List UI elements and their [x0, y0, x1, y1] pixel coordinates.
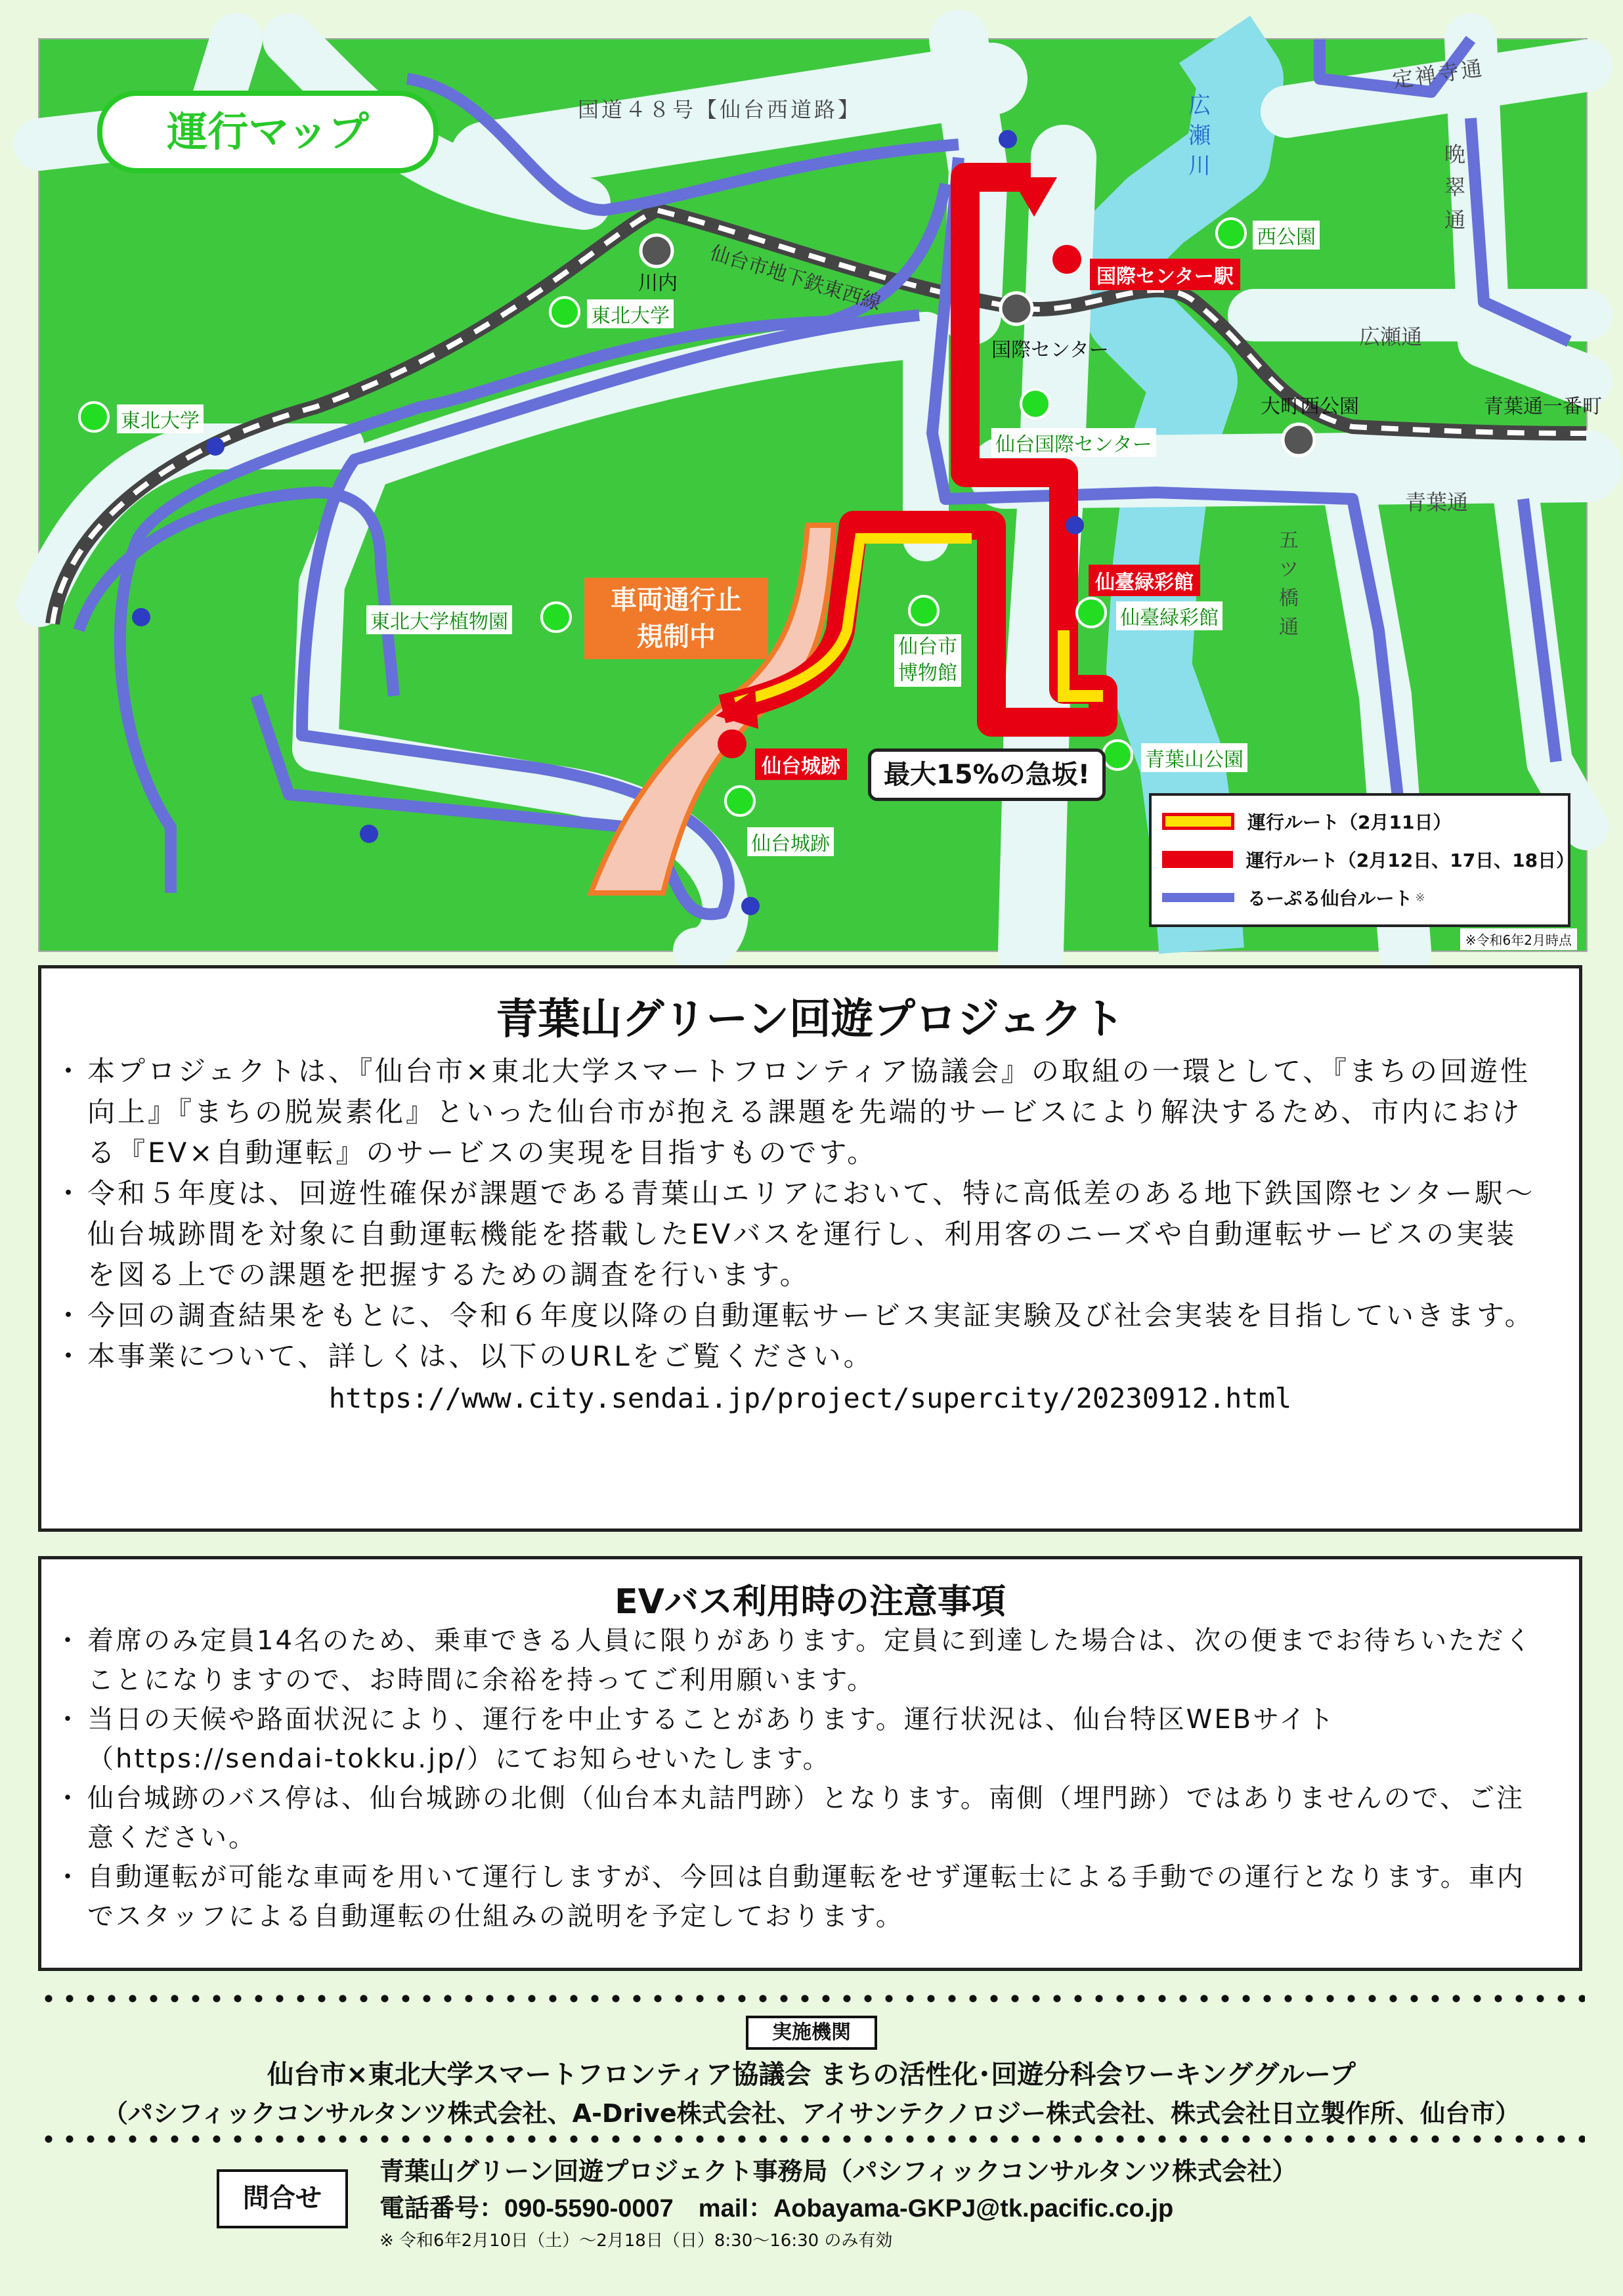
- place-label-nishi-park: 西公園: [1253, 221, 1320, 249]
- place-label-intl-center: 仙台国際センター: [991, 428, 1156, 457]
- place-label-tohoku-univ-1: 東北大学: [587, 299, 674, 328]
- closure-callout: [584, 578, 768, 659]
- project-list: [41, 1051, 1579, 1377]
- road-label-gotsubashi: 五ツ橋通: [1279, 529, 1299, 639]
- project-item-2: ・ 令和５年度は、回遊性確保が課題である青葉山エリアにおいて、特に高低差のある地下鉄国際センター駅～仙台城跡間を対象に自動運転機能を搭載したEVバスを運行し、利用客のニーズや自動運転サービスの実装を図る上での課題を把握するための調査を行います。: [87, 1173, 1540, 1295]
- road-aoba: [1005, 466, 1586, 473]
- closure-line-2: 規制中: [637, 622, 716, 652]
- road-label-48: 国道４８号【仙台西道路】: [578, 97, 862, 122]
- station-label-kawauchi: 川内: [638, 272, 678, 295]
- contact-period: ※ 令和6年2月10日（土）～2月18日（日）8:30～16:30 のみ有効: [379, 2231, 893, 2251]
- place-label-ryokusai: 仙臺緑彩館: [1116, 601, 1223, 630]
- contact-office: 青葉山グリーン回遊プロジェクト事務局（パシフィックコンサルタンツ株式会社）: [379, 2157, 1297, 2186]
- stop-label-kokusai-station: 国際センター駅: [1090, 259, 1240, 290]
- place-label-castle: 仙台城跡: [747, 827, 834, 856]
- stop-label-ryokusai: 仙臺緑彩館: [1089, 565, 1200, 596]
- place-label-museum-2: 博物館: [898, 662, 957, 685]
- legend-loople-mark: ※: [1415, 890, 1425, 905]
- project-url[interactable]: https://www.city.sendai.jp/project/supercity/20230912.html: [328, 1382, 1292, 1414]
- route-map: [38, 38, 1602, 952]
- stop-label-castle: 仙台城跡: [755, 748, 847, 780]
- notes-section: [38, 1556, 1582, 1971]
- river-label: 広瀬川: [1188, 93, 1211, 179]
- closure-line-1: 車両通行止: [611, 585, 742, 615]
- legend-item-yellow: [1162, 802, 1568, 840]
- legend-label-red: 運行ルート（2月12日、17日、18日）: [1245, 850, 1575, 871]
- project-title: 青葉山グリーン回遊プロジェクト: [496, 995, 1125, 1044]
- legend-item-red: [1162, 840, 1575, 878]
- place-label-tohoku-univ-2: 東北大学: [117, 404, 204, 433]
- place-label-museum-1: 仙台市: [898, 636, 957, 659]
- divider-dots-1: [38, 1995, 1585, 2003]
- map-legend: [1149, 793, 1575, 927]
- org-label: 実施機関: [746, 2016, 877, 2050]
- contact-phone[interactable]: 電話番号：090-5590-0007 mail：Aobayama-GKPJ@tk.pacific.co.jp: [379, 2195, 1174, 2222]
- notes-title: EVバス利用時の注意事項: [615, 1582, 1006, 1622]
- project-section: [38, 965, 1582, 1532]
- note-item-1: ・ 着席のみ定員14名のため、乗車できる人員に限りがあります。定員に到達した場合は、次の便までお待ちいただくことになりますので、お時間に余裕を持ってご利用願います。: [87, 1621, 1540, 1700]
- legend-swatch-yellow: [1162, 813, 1234, 830]
- road-label-aoba-ichibancho: 青葉通一番町: [1484, 395, 1602, 418]
- place-label-aobayama-park: 青葉山公園: [1141, 743, 1247, 772]
- legend-item-loople: [1162, 878, 1568, 917]
- slope-callout: 最大15%の急坂!: [868, 748, 1106, 801]
- road-label-aoba: 青葉通: [1405, 490, 1469, 515]
- divider-dots-2: [38, 2135, 1585, 2143]
- project-item-3: ・ 今回の調査結果をもとに、令和６年度以降の自動運転サービス実証実験及び社会実装を目指していきます。: [87, 1295, 1540, 1336]
- footer-band: [0, 2259, 1623, 2296]
- notes-list: [41, 1621, 1579, 1936]
- place-label-museum: [894, 634, 961, 687]
- legend-asof: ※令和6年2月時点: [1460, 928, 1577, 950]
- road-label-bansui: 晩翠通: [1444, 142, 1466, 232]
- legend-label-loople: るーぷる仙台ルート: [1247, 888, 1413, 909]
- place-label-botanical: 東北大学植物園: [366, 605, 512, 634]
- project-item-4: ・ 本事業について、詳しくは、以下のURLをご覧ください。: [87, 1336, 1540, 1377]
- legend-swatch-loople: [1162, 893, 1234, 902]
- project-item-1: ・ 本プロジェクトは、『仙台市×東北大学スマートフロンティア協議会』の取組の一環として、『まちの回遊性向上』『まちの脱炭素化』といった仙台市が抱える課題を先端的サービスにより解決するため、市内における『EV×自動運転』のサービスの実現を目指すものです。: [87, 1051, 1540, 1173]
- note-item-3: ・ 仙台城跡のバス停は、仙台城跡の北側（仙台本丸詰門跡）となります。南側（埋門跡）ではありませんので、ご注意ください。: [87, 1779, 1540, 1857]
- org-members: （パシフィックコンサルタンツ株式会社、A-Drive株式会社、アイサンテクノロジー株式会社、株式会社日立製作所、仙台市）: [102, 2099, 1521, 2128]
- org-name: 仙台市×東北大学スマートフロンティア協議会 まちの活性化･回遊分科会ワーキンググループ: [267, 2060, 1356, 2090]
- station-label-omachi: 大町西公園: [1261, 395, 1359, 418]
- subway-label: 仙台市地下鉄東西線: [707, 241, 884, 316]
- road-label-teizenji: 定禅寺通: [1391, 55, 1486, 93]
- note-item-2: ・ 当日の天候や路面状況により、運行を中止することがあります。運行状況は、仙台特区WEBサイト（https://sendai-tokku.jp/）にてお知らせいたします。: [87, 1700, 1540, 1779]
- road-label-hirose: 広瀬通: [1359, 324, 1423, 349]
- note-item-4: ・ 自動運転が可能な車両を用いて運行しますが、今回は自動運転をせず運転士による手動での運行となります。車内でスタッフによる自動運転の仕組みの説明を予定しております。: [87, 1857, 1540, 1936]
- contact-label: 問合せ: [217, 2169, 348, 2228]
- legend-label-yellow: 運行ルート（2月11日）: [1247, 812, 1452, 833]
- legend-swatch-red: [1162, 851, 1233, 868]
- station-label-kokusai: 国際センター: [991, 339, 1109, 362]
- map-title: 運行マップ: [97, 91, 439, 173]
